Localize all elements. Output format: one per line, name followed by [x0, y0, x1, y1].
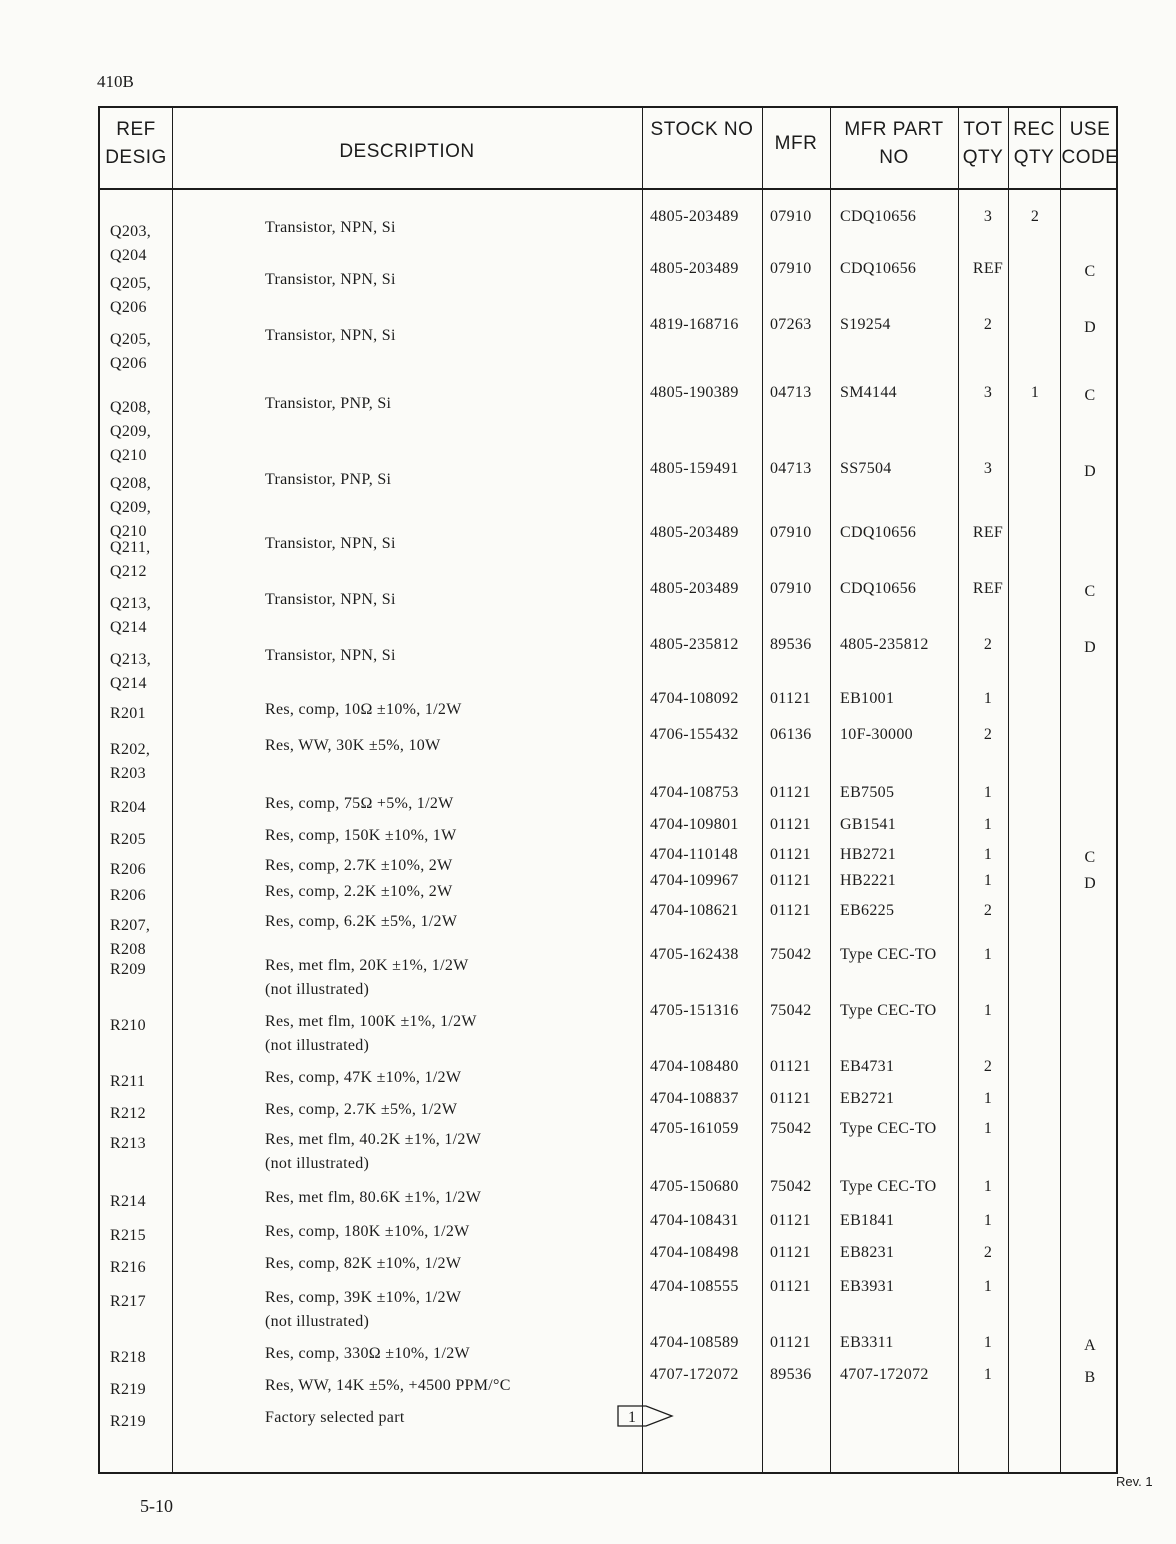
ref-desig-cell: R215 — [110, 1227, 146, 1244]
stock-no-cell: 4704-108753 — [650, 784, 739, 801]
stock-no-cell: 4704-110148 — [650, 846, 739, 863]
description-cell: Transistor, NPN, Si — [265, 327, 396, 344]
stock-no-cell: 4704-108431 — [650, 1212, 739, 1229]
stock-no-cell: 4704-108498 — [650, 1244, 739, 1261]
tot-qty-cell: 1 — [983, 816, 993, 833]
mfr-cell: 01121 — [770, 1334, 811, 1351]
tot-qty-cell: 1 — [983, 1278, 993, 1295]
use-code-cell: A — [1084, 1337, 1096, 1354]
tot-qty-cell: 1 — [983, 1212, 993, 1229]
header-rule — [100, 188, 1116, 190]
rec-qty-cell: 2 — [1030, 208, 1040, 225]
use-code-cell: D — [1084, 463, 1096, 480]
stock-no-cell: 4805-235812 — [650, 636, 739, 653]
model-number: 410B — [97, 72, 134, 91]
description-cell: Res, comp, 75Ω +5%, 1/2W — [265, 795, 454, 812]
description-cell: Transistor, NPN, Si — [265, 647, 396, 664]
header-ref-desig: REF DESIG — [105, 119, 167, 168]
mfr-part-no-cell: EB1841 — [840, 1212, 895, 1229]
stock-no-cell: 4805-203489 — [650, 208, 739, 225]
tot-qty-cell: 2 — [983, 1244, 993, 1261]
use-code-cell: D — [1084, 639, 1096, 656]
ref-desig-cell: R202, R203 — [110, 741, 151, 782]
description-cell: Res, WW, 14K ±5%, +4500 PPM/°C — [265, 1377, 511, 1394]
mfr-cell: 01121 — [770, 1244, 811, 1261]
description-cell: Transistor, NPN, Si — [265, 271, 396, 288]
tot-qty-cell: 1 — [983, 846, 993, 863]
col-divider — [1060, 108, 1061, 1472]
header-mfr-part-no: MFR PART NO — [844, 119, 944, 168]
stock-no-cell: 4805-203489 — [650, 524, 739, 541]
mfr-part-no-cell: Type CEC-TO — [840, 1002, 937, 1019]
ref-desig-cell: Q208, Q209, Q210 — [110, 399, 152, 464]
stock-no-cell: 4704-109967 — [650, 872, 739, 889]
tot-qty-cell: 2 — [983, 636, 993, 653]
tot-qty-cell: 1 — [983, 1002, 993, 1019]
mfr-cell: 01121 — [770, 1212, 811, 1229]
stock-no-cell: 4705-150680 — [650, 1178, 739, 1195]
ref-desig-cell: Q213, Q214 — [110, 595, 152, 636]
header-rec-qty: REC QTY — [1013, 119, 1055, 168]
stock-no-cell: 4704-108555 — [650, 1278, 739, 1295]
tot-qty-cell: REF — [972, 260, 1004, 277]
tot-qty-cell: 1 — [983, 690, 993, 707]
mfr-part-no-cell: EB6225 — [840, 902, 895, 919]
description-cell: Res, comp, 39K ±10%, 1/2W (not illustrated) — [265, 1289, 462, 1330]
stock-no-cell: 4705-151316 — [650, 1002, 739, 1019]
mfr-cell: 75042 — [770, 1120, 812, 1137]
tot-qty-cell: 2 — [983, 902, 993, 919]
description-cell: Res, WW, 30K ±5%, 10W — [265, 737, 441, 754]
col-divider — [762, 108, 763, 1472]
mfr-cell: 75042 — [770, 1002, 812, 1019]
mfr-cell: 07263 — [770, 316, 812, 333]
ref-desig-cell: Q205, Q206 — [110, 331, 152, 372]
mfr-cell: 01121 — [770, 1090, 811, 1107]
ref-desig-cell: R206 — [110, 861, 146, 878]
ref-desig-cell: Q211, Q212 — [110, 539, 151, 580]
tot-qty-cell: 3 — [983, 208, 993, 225]
mfr-part-no-cell: Type CEC-TO — [840, 1120, 937, 1137]
mfr-cell: 89536 — [770, 636, 812, 653]
tot-qty-cell: 1 — [983, 1090, 993, 1107]
ref-desig-cell: R218 — [110, 1349, 146, 1366]
col-divider — [958, 108, 959, 1472]
note-flag-icon — [616, 1404, 676, 1428]
col-divider — [642, 108, 643, 1472]
tot-qty-cell: 2 — [983, 726, 993, 743]
tot-qty-cell: 1 — [983, 1120, 993, 1137]
ref-desig-cell: R210 — [110, 1017, 146, 1034]
mfr-cell: 07910 — [770, 524, 812, 541]
col-divider — [830, 108, 831, 1472]
tot-qty-cell: 1 — [983, 784, 993, 801]
description-cell: Res, comp, 10Ω ±10%, 1/2W — [265, 701, 462, 718]
description-cell: Factory selected part — [265, 1409, 405, 1426]
description-cell: Res, comp, 180K ±10%, 1/2W — [265, 1223, 470, 1240]
col-divider — [172, 108, 173, 1472]
tot-qty-cell: 1 — [983, 946, 993, 963]
stock-no-cell: 4704-108480 — [650, 1058, 739, 1075]
ref-desig-cell: R214 — [110, 1193, 146, 1210]
header-mfr: MFR — [774, 133, 818, 154]
mfr-cell: 07910 — [770, 208, 812, 225]
description-cell: Res, met flm, 40.2K ±1%, 1/2W (not illustrated) — [265, 1131, 482, 1172]
description-cell: Res, comp, 330Ω ±10%, 1/2W — [265, 1345, 470, 1362]
mfr-part-no-cell: EB3931 — [840, 1278, 895, 1295]
description-cell: Res, comp, 82K ±10%, 1/2W — [265, 1255, 462, 1272]
description-cell: Transistor, PNP, Si — [265, 395, 392, 412]
use-code-cell: C — [1084, 263, 1096, 280]
mfr-part-no-cell: EB2721 — [840, 1090, 895, 1107]
note-flag-label: 1 — [628, 1409, 636, 1426]
tot-qty-cell: 3 — [983, 460, 993, 477]
description-cell: Res, comp, 47K ±10%, 1/2W — [265, 1069, 462, 1086]
ref-desig-cell: R207, R208 — [110, 917, 151, 958]
mfr-part-no-cell: CDQ10656 — [840, 260, 917, 277]
col-divider — [1008, 108, 1009, 1472]
mfr-part-no-cell: EB1001 — [840, 690, 895, 707]
description-cell: Res, comp, 2.7K ±5%, 1/2W — [265, 1101, 458, 1118]
use-code-cell: D — [1084, 319, 1096, 336]
ref-desig-cell: R217 — [110, 1293, 146, 1310]
mfr-part-no-cell: HB2221 — [840, 872, 897, 889]
tot-qty-cell: 1 — [983, 872, 993, 889]
description-cell: Transistor, NPN, Si — [265, 591, 396, 608]
description-cell: Res, comp, 6.2K ±5%, 1/2W — [265, 913, 458, 930]
mfr-part-no-cell: S19254 — [840, 316, 891, 333]
tot-qty-cell: 2 — [983, 316, 993, 333]
stock-no-cell: 4704-108837 — [650, 1090, 739, 1107]
ref-desig-cell: Q205, Q206 — [110, 275, 152, 316]
ref-desig-cell: R205 — [110, 831, 146, 848]
mfr-cell: 07910 — [770, 260, 812, 277]
stock-no-cell: 4805-203489 — [650, 580, 739, 597]
mfr-cell: 01121 — [770, 816, 811, 833]
ref-desig-cell: R209 — [110, 961, 146, 978]
ref-desig-cell: R201 — [110, 705, 146, 722]
mfr-cell: 01121 — [770, 1278, 811, 1295]
mfr-cell: 01121 — [770, 784, 811, 801]
tot-qty-cell: REF — [972, 524, 1004, 541]
ref-desig-cell: Q213, Q214 — [110, 651, 152, 692]
ref-desig-cell: R204 — [110, 799, 146, 816]
stock-no-cell: 4704-108621 — [650, 902, 739, 919]
description-cell: Res, comp, 150K ±10%, 1W — [265, 827, 457, 844]
ref-desig-cell: Q208, Q209, Q210 — [110, 475, 152, 540]
mfr-part-no-cell: Type CEC-TO — [840, 1178, 937, 1195]
rec-qty-cell: 1 — [1030, 384, 1040, 401]
description-cell: Res, met flm, 80.6K ±1%, 1/2W — [265, 1189, 482, 1206]
tot-qty-cell: 3 — [983, 384, 993, 401]
ref-desig-cell: R216 — [110, 1259, 146, 1276]
use-code-cell: C — [1084, 849, 1096, 866]
mfr-cell: 04713 — [770, 460, 812, 477]
ref-desig-cell: R219 — [110, 1413, 146, 1430]
mfr-cell: 75042 — [770, 946, 812, 963]
description-cell: Res, met flm, 100K ±1%, 1/2W (not illustrated) — [265, 1013, 477, 1054]
stock-no-cell: 4707-172072 — [650, 1366, 739, 1383]
description-cell: Res, comp, 2.7K ±10%, 2W — [265, 857, 453, 874]
mfr-cell: 04713 — [770, 384, 812, 401]
mfr-part-no-cell: 10F-30000 — [840, 726, 913, 743]
use-code-cell: D — [1084, 875, 1096, 892]
header-stock-no: STOCK NO — [650, 119, 754, 140]
parts-list-table — [98, 106, 1118, 1474]
mfr-cell: 01121 — [770, 1058, 811, 1075]
mfr-cell: 01121 — [770, 872, 811, 889]
mfr-cell: 07910 — [770, 580, 812, 597]
revision: Rev. 1 — [1116, 1474, 1153, 1489]
header-description: DESCRIPTION — [339, 141, 475, 162]
tot-qty-cell: 2 — [983, 1058, 993, 1075]
ref-desig-cell: Q203, Q204 — [110, 223, 152, 264]
mfr-part-no-cell: CDQ10656 — [840, 580, 917, 597]
mfr-part-no-cell: EB3311 — [840, 1334, 894, 1351]
page-number: 5-10 — [140, 1496, 173, 1516]
stock-no-cell: 4819-168716 — [650, 316, 739, 333]
ref-desig-cell: R219 — [110, 1381, 146, 1398]
mfr-part-no-cell: SM4144 — [840, 384, 897, 401]
description-cell: Res, comp, 2.2K ±10%, 2W — [265, 883, 453, 900]
stock-no-cell: 4706-155432 — [650, 726, 739, 743]
mfr-cell: 01121 — [770, 902, 811, 919]
mfr-part-no-cell: SS7504 — [840, 460, 892, 477]
mfr-part-no-cell: HB2721 — [840, 846, 897, 863]
mfr-cell: 06136 — [770, 726, 812, 743]
tot-qty-cell: 1 — [983, 1178, 993, 1195]
header-use-code: USE CODE — [1061, 119, 1119, 168]
mfr-part-no-cell: 4805-235812 — [840, 636, 929, 653]
tot-qty-cell: 1 — [983, 1334, 993, 1351]
description-cell: Transistor, PNP, Si — [265, 471, 392, 488]
stock-no-cell: 4705-162438 — [650, 946, 739, 963]
tot-qty-cell: REF — [972, 580, 1004, 597]
mfr-part-no-cell: 4707-172072 — [840, 1366, 929, 1383]
description-cell: Res, met flm, 20K ±1%, 1/2W (not illustrated) — [265, 957, 469, 998]
stock-no-cell: 4805-190389 — [650, 384, 739, 401]
stock-no-cell: 4704-109801 — [650, 816, 739, 833]
description-cell: Transistor, NPN, Si — [265, 535, 396, 552]
tot-qty-cell: 1 — [983, 1366, 993, 1383]
use-code-cell: C — [1084, 583, 1096, 600]
use-code-cell: C — [1084, 387, 1096, 404]
mfr-part-no-cell: CDQ10656 — [840, 208, 917, 225]
ref-desig-cell: R211 — [110, 1073, 146, 1090]
ref-desig-cell: R213 — [110, 1135, 146, 1152]
use-code-cell: B — [1084, 1369, 1096, 1386]
stock-no-cell: 4704-108092 — [650, 690, 739, 707]
mfr-cell: 01121 — [770, 690, 811, 707]
mfr-cell: 89536 — [770, 1366, 812, 1383]
ref-desig-cell: R206 — [110, 887, 146, 904]
mfr-part-no-cell: CDQ10656 — [840, 524, 917, 541]
description-cell: Transistor, NPN, Si — [265, 219, 396, 236]
mfr-cell: 75042 — [770, 1178, 812, 1195]
mfr-cell: 01121 — [770, 846, 811, 863]
mfr-part-no-cell: EB4731 — [840, 1058, 895, 1075]
mfr-part-no-cell: Type CEC-TO — [840, 946, 937, 963]
stock-no-cell: 4705-161059 — [650, 1120, 739, 1137]
header-tot-qty: TOT QTY — [962, 119, 1004, 168]
mfr-part-no-cell: GB1541 — [840, 816, 897, 833]
stock-no-cell: 4805-159491 — [650, 460, 739, 477]
stock-no-cell: 4704-108589 — [650, 1334, 739, 1351]
mfr-part-no-cell: EB8231 — [840, 1244, 895, 1261]
ref-desig-cell: R212 — [110, 1105, 146, 1122]
stock-no-cell: 4805-203489 — [650, 260, 739, 277]
mfr-part-no-cell: EB7505 — [840, 784, 895, 801]
